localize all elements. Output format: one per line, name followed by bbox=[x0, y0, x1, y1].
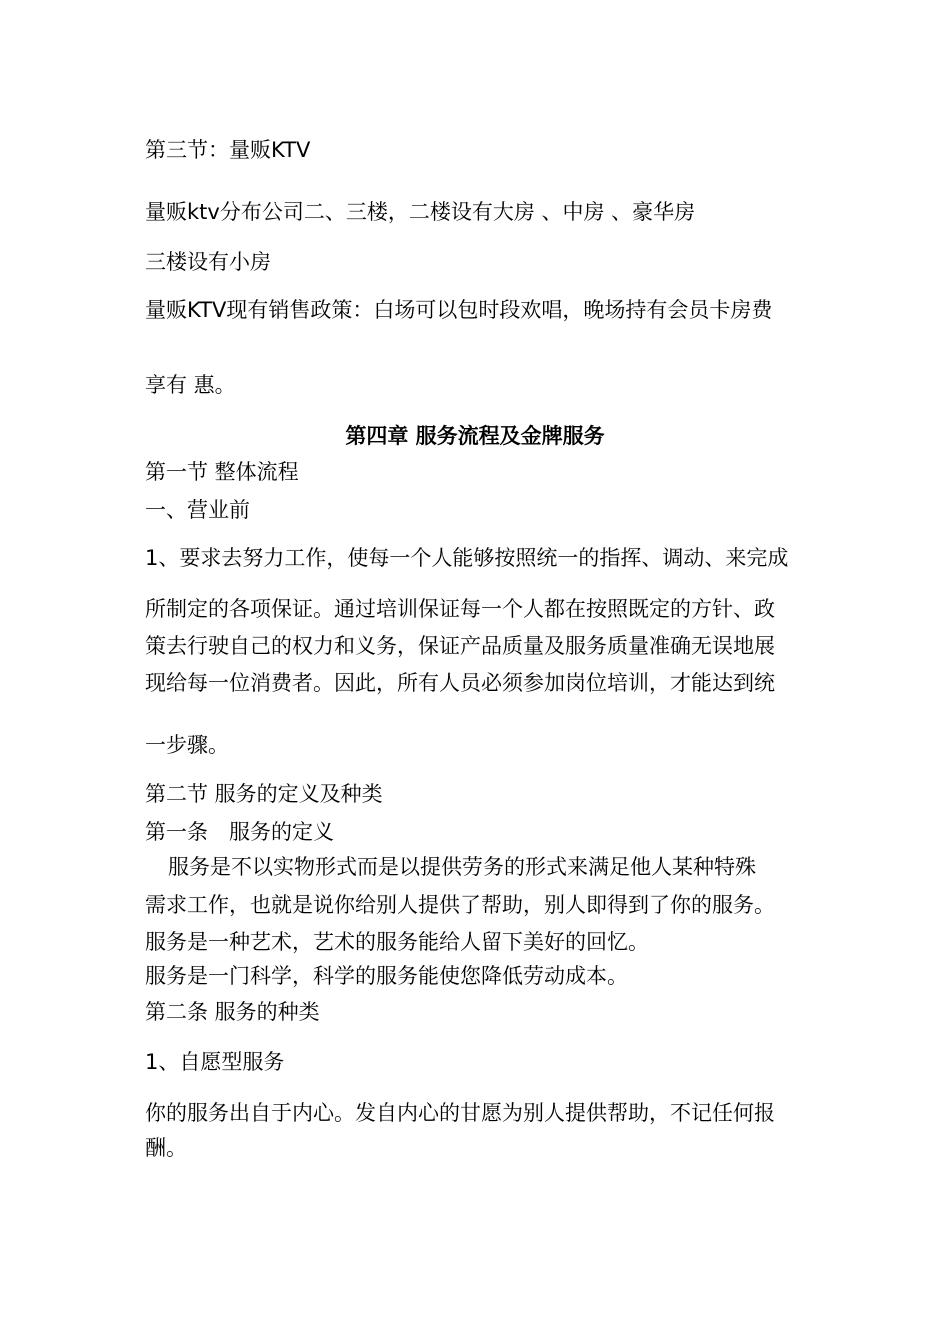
paragraph-line: 服务是不以实物形式而是以提供劳务的形式来满足他人某种特殊 bbox=[168, 855, 756, 879]
section-title: 第二节 服务的定义及种类 bbox=[145, 782, 383, 806]
paragraph-line: 现给每一位消费者。因此，所有人员必须参加岗位培训，才能达到统 bbox=[145, 671, 775, 695]
article-title: 第一条 服务的定义 bbox=[145, 820, 334, 844]
paragraph-line: 一步骤。 bbox=[145, 733, 229, 757]
paragraph-line: 量贩ktv分布公司二、三楼，二楼设有大房 、中房 、豪华房 bbox=[145, 200, 696, 224]
paragraph-line: 酬。 bbox=[145, 1136, 187, 1160]
section-title: 第一节 整体流程 bbox=[145, 460, 299, 484]
paragraph-line: 享有 惠。 bbox=[145, 373, 236, 397]
list-item-title: 1、自愿型服务 bbox=[145, 1050, 285, 1074]
chapter-title: 第四章 服务流程及金牌服务 bbox=[345, 424, 605, 448]
section-title: 第三节：量贩KTV bbox=[145, 138, 311, 162]
article-title: 第二条 服务的种类 bbox=[145, 1000, 320, 1024]
paragraph-line: 量贩KTV现有销售政策：白场可以包时段欢唱，晚场持有会员卡房费 bbox=[145, 298, 773, 322]
paragraph-line: 服务是一门科学，科学的服务能使您降低劳动成本。 bbox=[145, 964, 628, 988]
paragraph-line: 你的服务出自于内心。发自内心的甘愿为别人提供帮助，不记任何报 bbox=[145, 1101, 775, 1125]
subsection-title: 一、营业前 bbox=[145, 498, 250, 522]
paragraph-line: 服务是一种艺术，艺术的服务能给人留下美好的回忆。 bbox=[145, 930, 649, 954]
paragraph-line: 三楼设有小房 bbox=[145, 250, 271, 274]
paragraph-line: 策去行驶自己的权力和义务，保证产品质量及服务质量准确无误地展 bbox=[145, 634, 775, 658]
paragraph-line: 1、要求去努力工作，使每一个人能够按照统一的指挥、调动、来完成 bbox=[145, 546, 789, 570]
paragraph-line: 所制定的各项保证。通过培训保证每一个人都在按照既定的方针、政 bbox=[145, 597, 775, 621]
paragraph-line: 需求工作，也就是说你给别人提供了帮助，别人即得到了你的服务。 bbox=[145, 893, 775, 917]
